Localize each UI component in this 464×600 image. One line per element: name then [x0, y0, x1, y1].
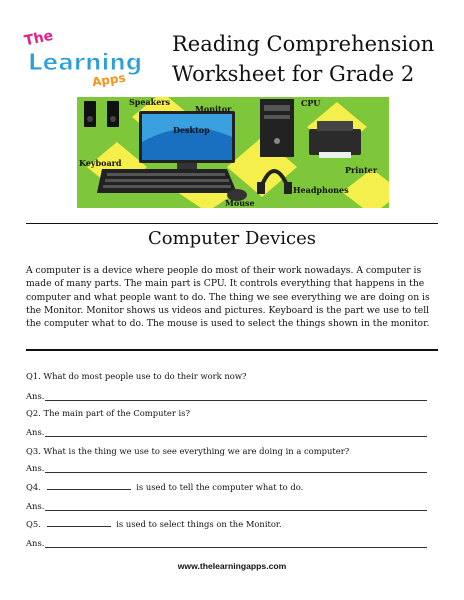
- page-title-line1: Reading Comprehension: [172, 32, 435, 56]
- answer-4-label: Ans.: [26, 501, 45, 511]
- question-4-text: is used to tell the computer what to do.: [136, 482, 304, 492]
- label-printer: Printer: [345, 165, 378, 175]
- computer-devices-illustration: [77, 97, 389, 208]
- question-4: [26, 482, 303, 492]
- answer-2-line[interactable]: [45, 436, 427, 437]
- logo: [18, 18, 158, 88]
- answer-1-line[interactable]: [45, 400, 427, 401]
- answer-2-label: Ans.: [26, 427, 45, 437]
- logo-text-apps: Apps: [91, 70, 127, 88]
- label-headphones: Headphones: [293, 185, 349, 195]
- question-5: [26, 519, 282, 529]
- label-monitor: Monitor: [195, 104, 232, 114]
- page-title-line2: Worksheet for Grade 2: [172, 62, 415, 86]
- divider-middle: [26, 349, 438, 351]
- reading-passage: A computer is a device where people do most of their work nowadays. A computer is made of many parts. The main part is CPU. It controls everything that happens in the computer and what people want to do. The thing we see everything we are doing on is the Monitor. Monitor shows us videos and pictures. Keyboard is the part we use to tell the computer what to do. The mouse is used to select the things shown in the monitor.: [26, 265, 430, 330]
- footer-website: www.thelearningapps.com: [177, 561, 287, 571]
- answer-3-line[interactable]: [45, 472, 427, 473]
- cpu-icon: [260, 99, 294, 157]
- question-2: Q2. The main part of the Computer is?: [26, 408, 190, 418]
- question-3: Q3. What is the thing we use to see everything we are doing in a computer?: [26, 446, 350, 456]
- section-title: Computer Devices: [148, 228, 316, 249]
- monitor-icon: [139, 111, 235, 172]
- question-4-number: Q4.: [26, 482, 41, 492]
- label-cpu: CPU: [301, 98, 321, 108]
- label-desktop: Desktop: [173, 125, 210, 135]
- logo-text-the: The: [22, 27, 55, 50]
- answer-4-line[interactable]: [45, 510, 427, 511]
- keyboard-icon: [97, 169, 237, 193]
- speakers-icon: [84, 101, 119, 127]
- question-5-text: is used to select things on the Monitor.: [116, 519, 282, 529]
- label-speakers: Speakers: [129, 97, 170, 107]
- answer-5-label: Ans.: [26, 538, 45, 548]
- divider-top: [26, 223, 438, 224]
- question-1: Q1. What do most people use to do their work now?: [26, 371, 247, 381]
- question-5-blank[interactable]: [47, 526, 111, 527]
- answer-3-label: Ans.: [26, 463, 45, 473]
- answer-1-label: Ans.: [26, 391, 45, 401]
- question-4-blank[interactable]: [47, 489, 131, 490]
- question-5-number: Q5.: [26, 519, 41, 529]
- label-keyboard: Keyboard: [79, 158, 122, 168]
- logo-text-learning: Learning: [28, 50, 143, 76]
- answer-5-line[interactable]: [45, 547, 427, 548]
- label-mouse: Mouse: [225, 198, 255, 208]
